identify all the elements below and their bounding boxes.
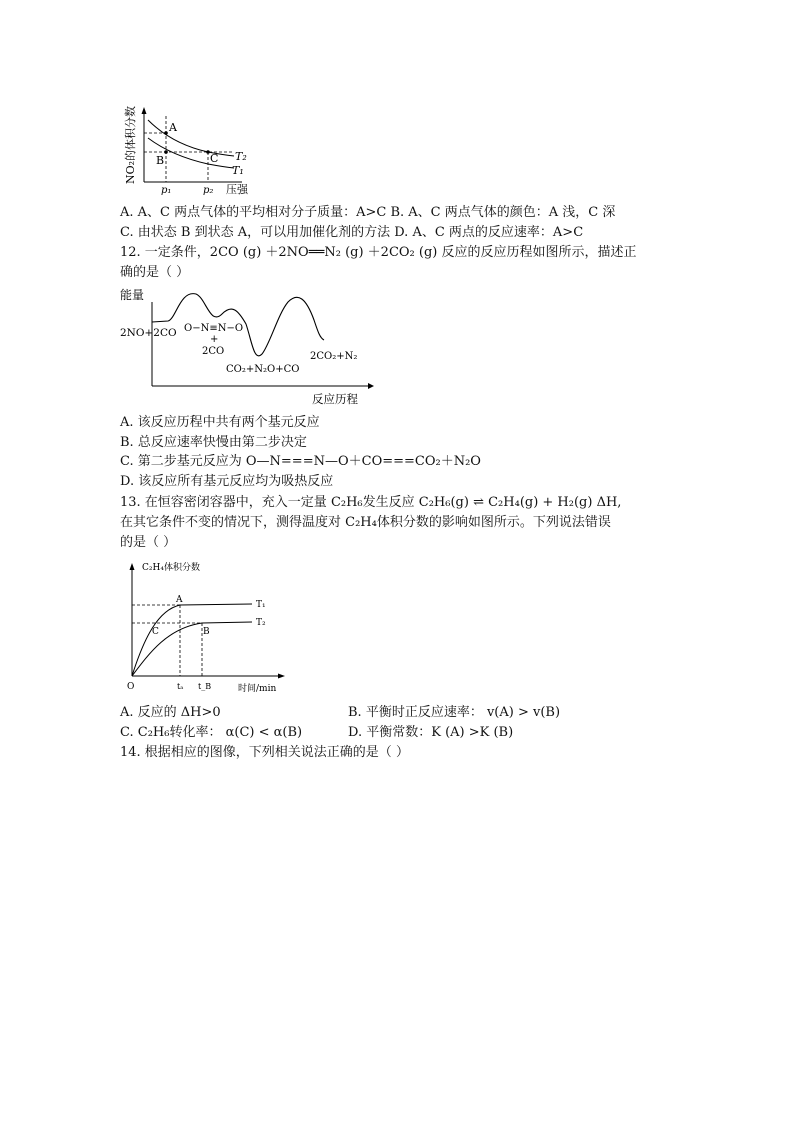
q13-point-c: C [152,627,159,637]
q12-option-b: B. 总反应速率快慢由第二步决定 [120,435,307,450]
q12-option-a: A. 该反应历程中共有两个基元反应 [120,415,320,430]
q12-stem-line-2: 确的是（ ） [120,265,190,280]
q12-label-2co: 2CO [202,346,225,357]
q13-tick-tb: t_B [198,682,212,691]
q11-y-label: NO₂的体积分数 [124,105,137,184]
q11-point-c: C [210,152,219,165]
q11-point-b: B [156,154,165,167]
q14-stem: 14. 根据相应的图像，下列相关说法正确的是（ ） [120,745,409,760]
q11-curve-label-t2: T₂ [235,150,247,163]
q13-graph [122,558,292,694]
q13-x-label: 时间/min [238,684,277,694]
q11-options-line-1: A. A、C 两点气体的平均相对分子质量：A>C B. A、C 两点气体的颜色：A 浅，C 深 [120,205,616,220]
q13-option-c: C. C₂H₆转化率： α(C) < α(B) [120,725,303,740]
q11-point-a: A [169,121,177,134]
q12-label-plus: + [210,334,219,345]
q13-y-label: C₂H₄体积分数 [142,563,200,573]
q11-options-line-2: C. 由状态 B 到状态 A，可以用加催化剂的方法 D. A、C 两点的反应速率：A>C [120,225,584,240]
q13-option-b: B. 平衡时正反应速率： v(A) > v(B) [348,705,561,720]
q12-stem-line-1: 12. 一定条件，2CO (g) ＋2NO══N₂ (g) ＋2CO₂ (g) 反应的反应历程如图所示，描述正 [120,245,637,260]
q11-x-label: 压强 [226,183,248,196]
q13-curve-label-t2: T₂ [256,618,266,628]
q12-label-intermediate: O−N≡N−O [184,323,244,334]
q13-point-b: B [203,627,210,637]
q12-option-c: C. 第二步基元反应为 O—N===N—O＋CO===CO₂＋N₂O [120,454,481,469]
q13-stem-line-1: 13. 在恒容密闭容器中，充入一定量 C₂H₆发生反应 C₂H₆(g) ⇌ C₂H₄(g) + H₂(g) ΔH, [120,495,622,510]
q13-curve-t1 [132,604,252,676]
q13-tick-ta: tₐ [177,682,184,691]
q12-x-label: 反应历程 [312,392,358,406]
q13-option-a: A. 反应的 ΔH>0 [120,705,221,720]
q13-stem-line-3: 的是（ ） [120,535,177,550]
q11-tick-p1: p₁ [161,185,172,196]
q13-curve-t2 [132,622,252,676]
q12-option-d: D. 该反应所有基元反应均为吸热反应 [120,474,334,489]
q12-label-products: 2CO₂+N₂ [310,351,358,362]
q12-label-reactants: 2NO+2CO [120,327,177,339]
q11-curve-label-t1: T₁ [232,164,244,177]
q13-curve-label-t1: T₁ [256,600,266,610]
q12-graph [118,284,374,408]
q11-curve-t2 [148,120,234,156]
q13-point-a: A [176,595,183,605]
q13-origin: O [127,682,135,692]
q11-graph [112,104,262,196]
q13-option-d: D. 平衡常数：K (A) >K (B) [348,725,514,740]
q11-tick-p2: p₂ [203,185,214,196]
q12-y-label: 能量 [120,288,145,302]
q12-label-middle-products: CO₂+N₂O+CO [226,364,300,375]
q13-stem-line-2: 在其它条件不变的情况下，测得温度对 C₂H₄体积分数的影响如图所示。下列说法错误 [120,515,611,530]
